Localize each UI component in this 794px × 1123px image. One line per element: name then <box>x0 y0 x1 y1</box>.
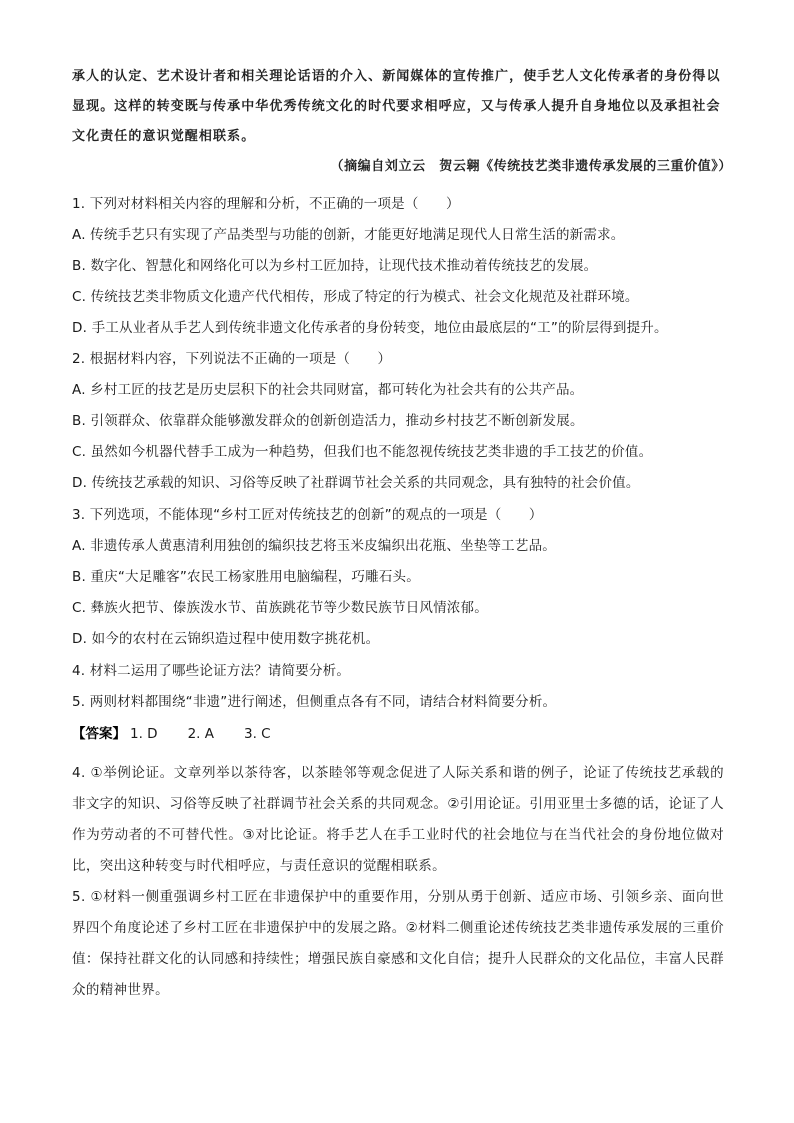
explanation-paragraph: 4. ①举例论证。文章列举以茶待客，以茶睦邻等观念促进了人际关系和谐的例子，论证了传统技艺承载的非文字的知识、习俗等反映了社群调节社会关系的共同观念。②引用论证。引用亚里士多德的话，论证了人作为劳动者的不可替代性。③对比论证。将手艺人在手工业时代的社会地位与在当代社会的身份地位做对比，突出这种转变与时代相呼应，与责任意识的觉醒相联系。 <box>72 765 724 874</box>
passage-text <box>72 62 732 152</box>
answer-item: 2. A <box>187 726 214 742</box>
question-2-option-b: B. 引领群众、依靠群众能够激发群众的创新创造活力，推动乡村技艺不断创新发展。 <box>72 413 584 429</box>
passage-line: 显现。这样的转变既与传承中华优秀传统文化的时代要求相呼应，又与传承人提升自身地位以及承担社会 <box>72 99 721 114</box>
question-5-stem: 5. 两则材料都围绕“非遗”进行阐述，但侧重点各有不同，请结合材料简要分析。 <box>72 694 557 710</box>
question-1-stem: 1. 下列对材料相关内容的理解和分析，不正确的一项是（ ） <box>72 196 460 212</box>
question-1-option-d: D. 手工从业者从手艺人到传统非遗文化传承者的身份转变，地位由最底层的“工”的阶层得到提升。 <box>72 320 668 336</box>
question-1-option-c: C. 传统技艺类非物质文化遗产代代相传，形成了特定的行为模式、社会文化规范及社群环境。 <box>72 289 639 305</box>
question-2-stem: 2. 根据材料内容，下列说法不正确的一项是（ ） <box>72 351 392 367</box>
source-citation: （摘编自刘立云 贺云翱《传统技艺类非遗传承发展的三重价值》） <box>330 159 732 174</box>
question-3-option-c: C. 彝族火把节、傣族泼水节、苗族跳花节等少数民族节日风情浓郁。 <box>72 600 488 616</box>
question-2-option-d: D. 传统技艺承载的知识、习俗等反映了社群调节社会关系的共同观念，具有独特的社会价值。 <box>72 475 640 491</box>
question-2-option-a: A. 乡村工匠的技艺是历史层积下的社会共同财富，都可转化为社会共有的公共产品。 <box>72 382 584 398</box>
question-3-option-d: D. 如今的农村在云锦织造过程中使用数字挑花机。 <box>72 631 380 647</box>
question-3-option-a: A. 非遗传承人黄惠清利用独创的编织技艺将玉米皮编织出花瓶、坐垫等工艺品。 <box>72 538 556 554</box>
question-1-option-b: B. 数字化、智慧化和网络化可以为乡村工匠加持，让现代技术推动着传统技艺的发展。 <box>72 258 598 274</box>
question-3-option-b: B. 重庆“大足雕客”农民工杨家胜用电脑编程，巧雕石头。 <box>72 569 420 585</box>
explanation-5 <box>72 882 724 1006</box>
answer-tag: 【答案】 <box>72 726 126 742</box>
explanation-4 <box>72 758 724 882</box>
passage-line: 文化责任的意识觉醒相联系。 <box>72 129 256 144</box>
answer-item: 1. D <box>130 726 158 742</box>
question-2-option-c: C. 虽然如今机器代替手工成为一种趋势，但我们也不能忽视传统技艺类非遗的手工技艺的价值。 <box>72 444 653 460</box>
answer-line <box>72 722 297 742</box>
answer-item: 3. C <box>244 726 271 742</box>
explanation-paragraph: 5. ①材料一侧重强调乡村工匠在非遗保护中的重要作用，分别从勇于创新、适应市场、引领乡亲、面向世界四个角度论述了乡村工匠在非遗保护中的发展之路。②材料二侧重论述传统技艺类非遗传承发展的三重价值：保持社群文化的认同感和持续性；增强民族自豪感和文化自信；提升人民群众的文化品位，丰富人民群众的精神世界。 <box>72 889 724 998</box>
question-3-stem: 3. 下列选项，不能体现“乡村工匠对传统技艺的创新”的观点的一项是（ ） <box>72 507 543 523</box>
question-4-stem: 4. 材料二运用了哪些论证方法？请简要分析。 <box>72 663 351 679</box>
passage-line: 承人的认定、艺术设计者和相关理论话语的介入、新闻媒体的宣传推广，使手艺人文化传承者的身份得以 <box>72 69 721 84</box>
question-1-option-a: A. 传统手艺只有实现了产品类型与功能的创新，才能更好地满足现代人日常生活的新需求。 <box>72 227 625 243</box>
